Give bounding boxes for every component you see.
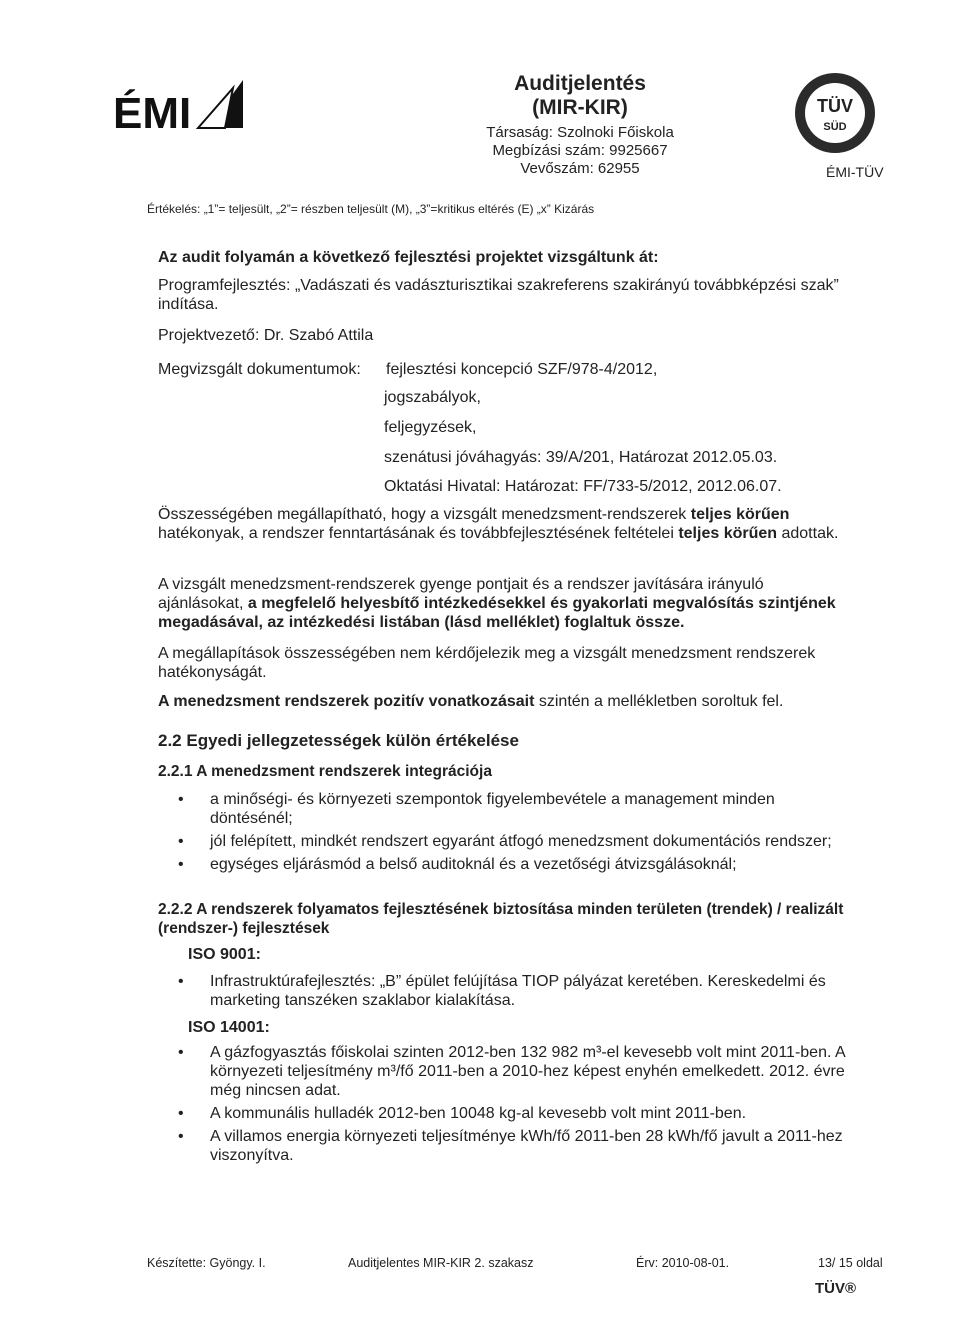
summary-text: szintén a mellékletben soroltuk fel.	[538, 693, 784, 710]
list-item: • A gázfogyasztás főiskolai szinten 2012-ben 132 982 m³-el kevesebb volt mint 2011-ben. A környezeti teljesítmény m³/fő 2011-ben a 2010-hez képest enyhén emelkedett. 2012. évre még nincsen adat.	[178, 1043, 848, 1100]
list-item: • A villamos energia környezeti teljesítménye kWh/fő 2011-ben 28 kWh/fő javult a 2011-hez viszonyítva.	[178, 1127, 848, 1165]
summary-paragraph-4	[158, 692, 858, 711]
customer-number: Vevőszám: 62955	[520, 160, 640, 177]
tuv-footer-mark: TÜV®	[815, 1280, 857, 1297]
tuv-caption: ÉMI-TÜV	[826, 164, 884, 180]
emi-logo-text: ÉMI	[113, 89, 192, 138]
doc-item: fejlesztési koncepció SZF/978-4/2012,	[386, 361, 658, 378]
section-2-2-title: 2.2 Egyedi jellegzetességek külön értékelése	[158, 731, 519, 750]
docs-label: Megvizsgált dokumentumok:	[158, 361, 361, 378]
summary-paragraph-2	[158, 575, 838, 632]
summary-emphasis: teljes körűen	[690, 506, 790, 523]
doc-item: Oktatási Hivatal: Határozat: FF/733-5/2012, 2012.06.07.	[384, 478, 782, 495]
tuv-logo-sub: SÜD	[823, 121, 847, 133]
section-2-2-2-title: 2.2.2 A rendszerek folyamatos fejlesztésének biztosítása minden területen (trendek) / realizált (rendszer-) fejlesztések	[158, 901, 844, 937]
list-item: • Infrastruktúrafejlesztés: „B” épület felújítása TIOP pályázat keretében. Kereskedelmi és marketing tanszéken szaklabor kialakítása.	[178, 972, 848, 1010]
report-title: Auditjelentés	[514, 72, 646, 95]
summary-text: Összességében megállapítható, hogy a vizsgált menedzsment-rendszerek	[158, 506, 687, 523]
list-item: • a minőségi- és környezeti szempontok figyelembevétele a management minden döntésénél;	[178, 790, 848, 828]
integration-list	[178, 790, 848, 878]
doc-item: feljegyzések,	[384, 419, 477, 436]
footer-doc: Auditjelentes MIR-KIR 2. szakasz	[348, 1256, 534, 1270]
summary-emphasis: teljes körűen	[678, 525, 778, 542]
footer-page: 13/ 15 oldal	[818, 1256, 883, 1270]
tuv-logo	[794, 72, 876, 154]
section-2-2-1-title: 2.2.1 A menedzsment rendszerek integrációja	[158, 763, 492, 780]
summary-text: adottak.	[781, 525, 839, 542]
iso9001-label: ISO 9001:	[188, 946, 261, 963]
summary-text: A vizsgált menedzsment-rendszerek gyenge pontjait és a rendszer javítására irányuló ajánlásokat,	[158, 576, 764, 612]
report-header	[330, 72, 830, 178]
intro-heading: Az audit folyamán a következő fejlesztési projektet vizsgáltunk át:	[158, 249, 659, 266]
emi-logo	[113, 78, 253, 138]
summary-paragraph-3: A megállapítások összességében nem kérdőjelezik meg a vizsgált menedzsment rendszerek hatékonyságát.	[158, 645, 816, 681]
report-subtitle: (MIR-KIR)	[532, 96, 628, 119]
summary-text: hatékonyak, a rendszer fenntartásának és továbbfejlesztésének feltételei	[158, 525, 674, 542]
company-line: Társaság: Szolnoki Főiskola	[486, 124, 674, 141]
summary-paragraph-1	[158, 505, 848, 543]
doc-item: jogszabályok,	[384, 389, 481, 406]
iso14001-list	[178, 1043, 848, 1169]
footer-author: Készítette: Gyöngy. I.	[147, 1256, 266, 1270]
summary-emphasis: a megfelelő helyesbítő intézkedésekkel és gyakorlati megvalósítás szintjének megadásával, az intézkedési listában (lásd melléklet) foglaltuk össze.	[158, 595, 836, 631]
iso14001-label: ISO 14001:	[188, 1019, 270, 1036]
footer-valid: Érv: 2010-08-01.	[636, 1256, 730, 1270]
list-item: • A kommunális hulladék 2012-ben 10048 kg-al kevesebb volt mint 2011-ben.	[178, 1104, 848, 1123]
tuv-logo-text: TÜV	[817, 96, 853, 116]
list-item: • jól felépített, mindkét rendszert egyaránt átfogó menedzsment dokumentációs rendszer;	[178, 832, 848, 851]
list-item: • egységes eljárásmód a belső auditoknál és a vezetőségi átvizsgálásoknál;	[178, 855, 848, 874]
doc-item: szenátusi jóváhagyás: 39/A/201, Határozat 2012.05.03.	[384, 449, 778, 466]
iso9001-list	[178, 972, 848, 1014]
program-text: Programfejlesztés: „Vadászati és vadászturisztikai szakreferens szakirányú továbbképzési szak” indítása.	[158, 277, 839, 313]
order-number: Megbízási szám: 9925667	[492, 142, 668, 159]
evaluation-legend: Értékelés: „1”= teljesült, „2”= részben teljesült (M), „3”=kritikus eltérés (E) „x” Kizárás	[147, 202, 595, 216]
project-leader: Projektvezető: Dr. Szabó Attila	[158, 327, 374, 344]
summary-emphasis: A menedzsment rendszerek pozitív vonatkozásait	[158, 693, 535, 710]
